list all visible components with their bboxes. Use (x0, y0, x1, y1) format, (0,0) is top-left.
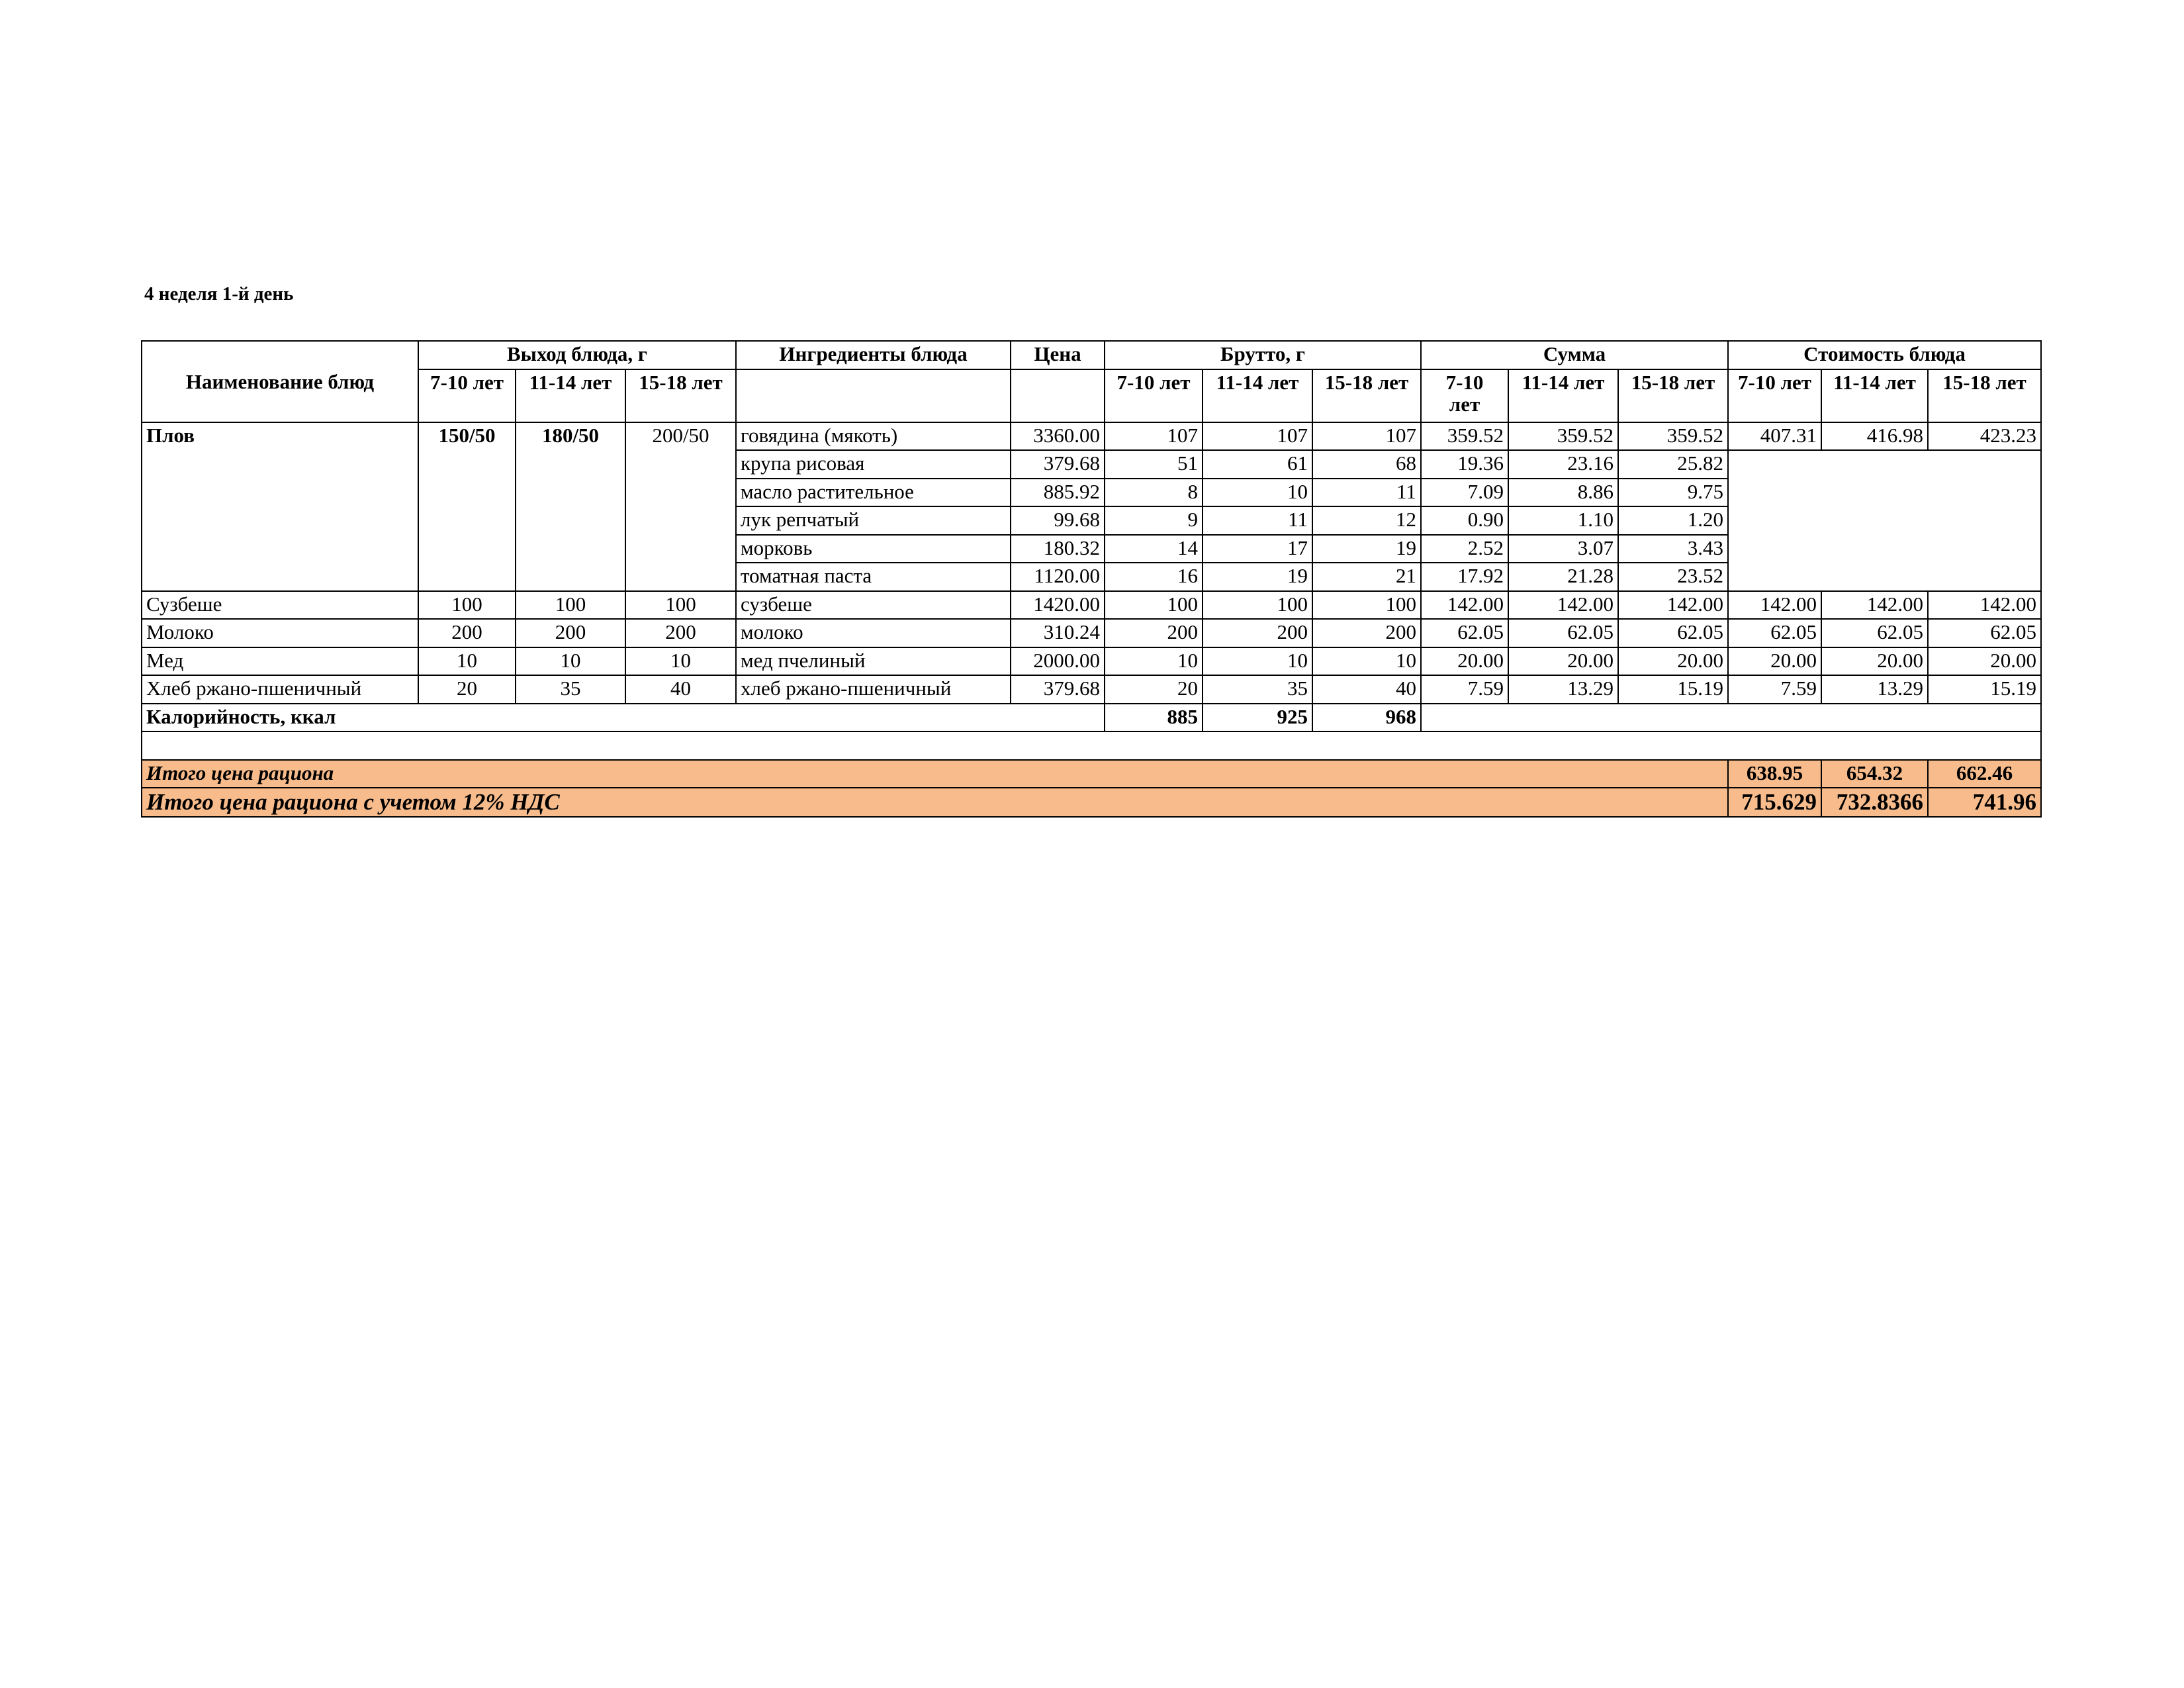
sum-15-18: 3.43 (1618, 535, 1728, 563)
output-11-14: 200 (516, 619, 625, 647)
cost-15-18: 423.23 (1928, 422, 2041, 451)
dish-row (142, 591, 2041, 620)
total-row (142, 760, 2041, 788)
brutto-11-14: 19 (1203, 563, 1312, 591)
ingredient-price: 99.68 (1011, 506, 1105, 535)
cost-15-18: 142.00 (1928, 591, 2041, 620)
ingredient-price: 379.68 (1011, 450, 1105, 479)
sum-15-18: 23.52 (1618, 563, 1728, 591)
brutto-11-14: 11 (1203, 506, 1312, 535)
header-sum-age-7-10-line2: лет (1449, 392, 1480, 416)
sum-15-18: 359.52 (1618, 422, 1728, 451)
header-cost-group: Стоимость блюда (1728, 341, 2041, 369)
output-7-10: 200 (418, 619, 516, 647)
output-7-10: 10 (418, 647, 516, 676)
cost-15-18: 15.19 (1928, 675, 2041, 704)
output-7-10: 150/50 (418, 422, 516, 591)
header-price-blank (1011, 369, 1105, 422)
total-label: Итого цена рациона с учетом 12% НДС (142, 788, 1728, 817)
brutto-7-10: 9 (1105, 506, 1203, 535)
cost-7-10: 7.59 (1728, 675, 1821, 704)
ingredient-price: 180.32 (1011, 535, 1105, 563)
calories-rest-blank (1421, 704, 2041, 732)
cost-11-14: 13.29 (1821, 675, 1928, 704)
dish-row (142, 675, 2041, 704)
calories-label: Калорийность, ккал (142, 704, 1105, 732)
spacer-cell (142, 731, 2041, 760)
header-sum-age-7-10 (1421, 369, 1508, 422)
total-11-14: 732.8366 (1821, 788, 1928, 817)
sum-15-18: 25.82 (1618, 450, 1728, 479)
brutto-11-14: 100 (1203, 591, 1312, 620)
sum-11-14: 3.07 (1508, 535, 1618, 563)
sum-11-14: 13.29 (1508, 675, 1618, 704)
brutto-7-10: 16 (1105, 563, 1203, 591)
brutto-15-18: 200 (1312, 619, 1421, 647)
sum-7-10: 0.90 (1421, 506, 1508, 535)
output-7-10: 100 (418, 591, 516, 620)
ingredient-price: 310.24 (1011, 619, 1105, 647)
brutto-11-14: 10 (1203, 647, 1312, 676)
output-15-18: 10 (625, 647, 736, 676)
header-ingredients: Ингредиенты блюда (736, 341, 1011, 369)
dish-name: Хлеб ржано-пшеничный (142, 675, 418, 704)
header-brutto-age-11-14: 11-14 лет (1203, 369, 1312, 422)
dish-row (142, 647, 2041, 676)
calories-15-18: 968 (1312, 704, 1421, 732)
brutto-15-18: 12 (1312, 506, 1421, 535)
brutto-15-18: 11 (1312, 479, 1421, 507)
dish-name: Молоко (142, 619, 418, 647)
menu-table (141, 340, 2042, 818)
sum-15-18: 15.19 (1618, 675, 1728, 704)
total-11-14: 654.32 (1821, 760, 1928, 788)
brutto-15-18: 40 (1312, 675, 1421, 704)
output-11-14: 35 (516, 675, 625, 704)
header-dish-name: Наименование блюд (142, 341, 418, 422)
sum-15-18: 9.75 (1618, 479, 1728, 507)
brutto-11-14: 61 (1203, 450, 1312, 479)
header-sum-age-7-10-line1: 7-10 (1445, 370, 1484, 394)
spacer-row (142, 731, 2041, 760)
sum-11-14: 23.16 (1508, 450, 1618, 479)
cost-7-10: 20.00 (1728, 647, 1821, 676)
brutto-7-10: 20 (1105, 675, 1203, 704)
brutto-7-10: 200 (1105, 619, 1203, 647)
sum-7-10: 7.59 (1421, 675, 1508, 704)
ingredient-name: сузбеше (736, 591, 1011, 620)
ingredient-price: 2000.00 (1011, 647, 1105, 676)
header-output-age-15-18: 15-18 лет (625, 369, 736, 422)
sum-11-14: 20.00 (1508, 647, 1618, 676)
ingredient-name: хлеб ржано-пшеничный (736, 675, 1011, 704)
total-15-18: 662.46 (1928, 760, 2041, 788)
brutto-15-18: 19 (1312, 535, 1421, 563)
brutto-15-18: 68 (1312, 450, 1421, 479)
cost-15-18: 62.05 (1928, 619, 2041, 647)
sum-7-10: 142.00 (1421, 591, 1508, 620)
brutto-7-10: 14 (1105, 535, 1203, 563)
output-11-14: 10 (516, 647, 625, 676)
ingredient-name: говядина (мякоть) (736, 422, 1011, 451)
brutto-11-14: 10 (1203, 479, 1312, 507)
brutto-15-18: 100 (1312, 591, 1421, 620)
header-output-age-7-10: 7-10 лет (418, 369, 516, 422)
page-title: 4 неделя 1-й день (144, 283, 294, 305)
ingredient-price: 1120.00 (1011, 563, 1105, 591)
plov-ingredient-row (142, 422, 2041, 451)
cost-blank (1728, 450, 2041, 591)
ingredient-price: 885.92 (1011, 479, 1105, 507)
cost-11-14: 142.00 (1821, 591, 1928, 620)
header-price: Цена (1011, 341, 1105, 369)
header-sum-age-15-18: 15-18 лет (1618, 369, 1728, 422)
calories-row (142, 704, 2041, 732)
header-cost-age-15-18: 15-18 лет (1928, 369, 2041, 422)
total-15-18: 741.96 (1928, 788, 2041, 817)
sum-15-18: 20.00 (1618, 647, 1728, 676)
cost-11-14: 62.05 (1821, 619, 1928, 647)
brutto-15-18: 21 (1312, 563, 1421, 591)
header-ingredients-blank (736, 369, 1011, 422)
sum-11-14: 8.86 (1508, 479, 1618, 507)
brutto-11-14: 200 (1203, 619, 1312, 647)
dish-name: Мед (142, 647, 418, 676)
output-15-18: 100 (625, 591, 736, 620)
header-row-groups (142, 341, 2041, 369)
output-15-18: 200/50 (625, 422, 736, 591)
brutto-7-10: 107 (1105, 422, 1203, 451)
calories-7-10: 885 (1105, 704, 1203, 732)
ingredient-name: лук репчатый (736, 506, 1011, 535)
output-11-14: 180/50 (516, 422, 625, 591)
sum-7-10: 2.52 (1421, 535, 1508, 563)
sum-15-18: 1.20 (1618, 506, 1728, 535)
cost-11-14: 20.00 (1821, 647, 1928, 676)
total-7-10: 715.629 (1728, 788, 1821, 817)
sum-7-10: 7.09 (1421, 479, 1508, 507)
ingredient-name: морковь (736, 535, 1011, 563)
sum-7-10: 17.92 (1421, 563, 1508, 591)
brutto-15-18: 107 (1312, 422, 1421, 451)
output-11-14: 100 (516, 591, 625, 620)
header-brutto-age-7-10: 7-10 лет (1105, 369, 1203, 422)
cost-7-10: 407.31 (1728, 422, 1821, 451)
sum-15-18: 62.05 (1618, 619, 1728, 647)
brutto-7-10: 8 (1105, 479, 1203, 507)
brutto-7-10: 100 (1105, 591, 1203, 620)
sum-11-14: 1.10 (1508, 506, 1618, 535)
brutto-11-14: 107 (1203, 422, 1312, 451)
sum-11-14: 142.00 (1508, 591, 1618, 620)
brutto-15-18: 10 (1312, 647, 1421, 676)
sum-11-14: 62.05 (1508, 619, 1618, 647)
sum-11-14: 359.52 (1508, 422, 1618, 451)
cost-11-14: 416.98 (1821, 422, 1928, 451)
header-output-group: Выход блюда, г (418, 341, 736, 369)
sum-7-10: 19.36 (1421, 450, 1508, 479)
header-sum-age-11-14: 11-14 лет (1508, 369, 1618, 422)
dish-name: Сузбеше (142, 591, 418, 620)
header-output-age-11-14: 11-14 лет (516, 369, 625, 422)
total-7-10: 638.95 (1728, 760, 1821, 788)
header-cost-age-7-10: 7-10 лет (1728, 369, 1821, 422)
dish-row (142, 619, 2041, 647)
dish-name: Плов (142, 422, 418, 591)
sum-15-18: 142.00 (1618, 591, 1728, 620)
ingredient-name: крупа рисовая (736, 450, 1011, 479)
ingredient-price: 379.68 (1011, 675, 1105, 704)
cost-7-10: 62.05 (1728, 619, 1821, 647)
brutto-11-14: 17 (1203, 535, 1312, 563)
total-label: Итого цена рациона (142, 760, 1728, 788)
ingredient-name: молоко (736, 619, 1011, 647)
output-15-18: 200 (625, 619, 736, 647)
ingredient-price: 3360.00 (1011, 422, 1105, 451)
output-15-18: 40 (625, 675, 736, 704)
header-brutto-group: Брутто, г (1105, 341, 1421, 369)
sum-7-10: 20.00 (1421, 647, 1508, 676)
brutto-7-10: 10 (1105, 647, 1203, 676)
header-brutto-age-15-18: 15-18 лет (1312, 369, 1421, 422)
header-cost-age-11-14: 11-14 лет (1821, 369, 1928, 422)
sum-7-10: 62.05 (1421, 619, 1508, 647)
ingredient-name: мед пчелиный (736, 647, 1011, 676)
cost-15-18: 20.00 (1928, 647, 2041, 676)
ingredient-name: томатная паста (736, 563, 1011, 591)
ingredient-name: масло растительное (736, 479, 1011, 507)
ingredient-price: 1420.00 (1011, 591, 1105, 620)
sum-11-14: 21.28 (1508, 563, 1618, 591)
header-sum-group: Сумма (1421, 341, 1728, 369)
calories-11-14: 925 (1203, 704, 1312, 732)
total-row (142, 788, 2041, 817)
brutto-11-14: 35 (1203, 675, 1312, 704)
cost-7-10: 142.00 (1728, 591, 1821, 620)
sum-7-10: 359.52 (1421, 422, 1508, 451)
output-7-10: 20 (418, 675, 516, 704)
header-row-ages (142, 369, 2041, 422)
brutto-7-10: 51 (1105, 450, 1203, 479)
